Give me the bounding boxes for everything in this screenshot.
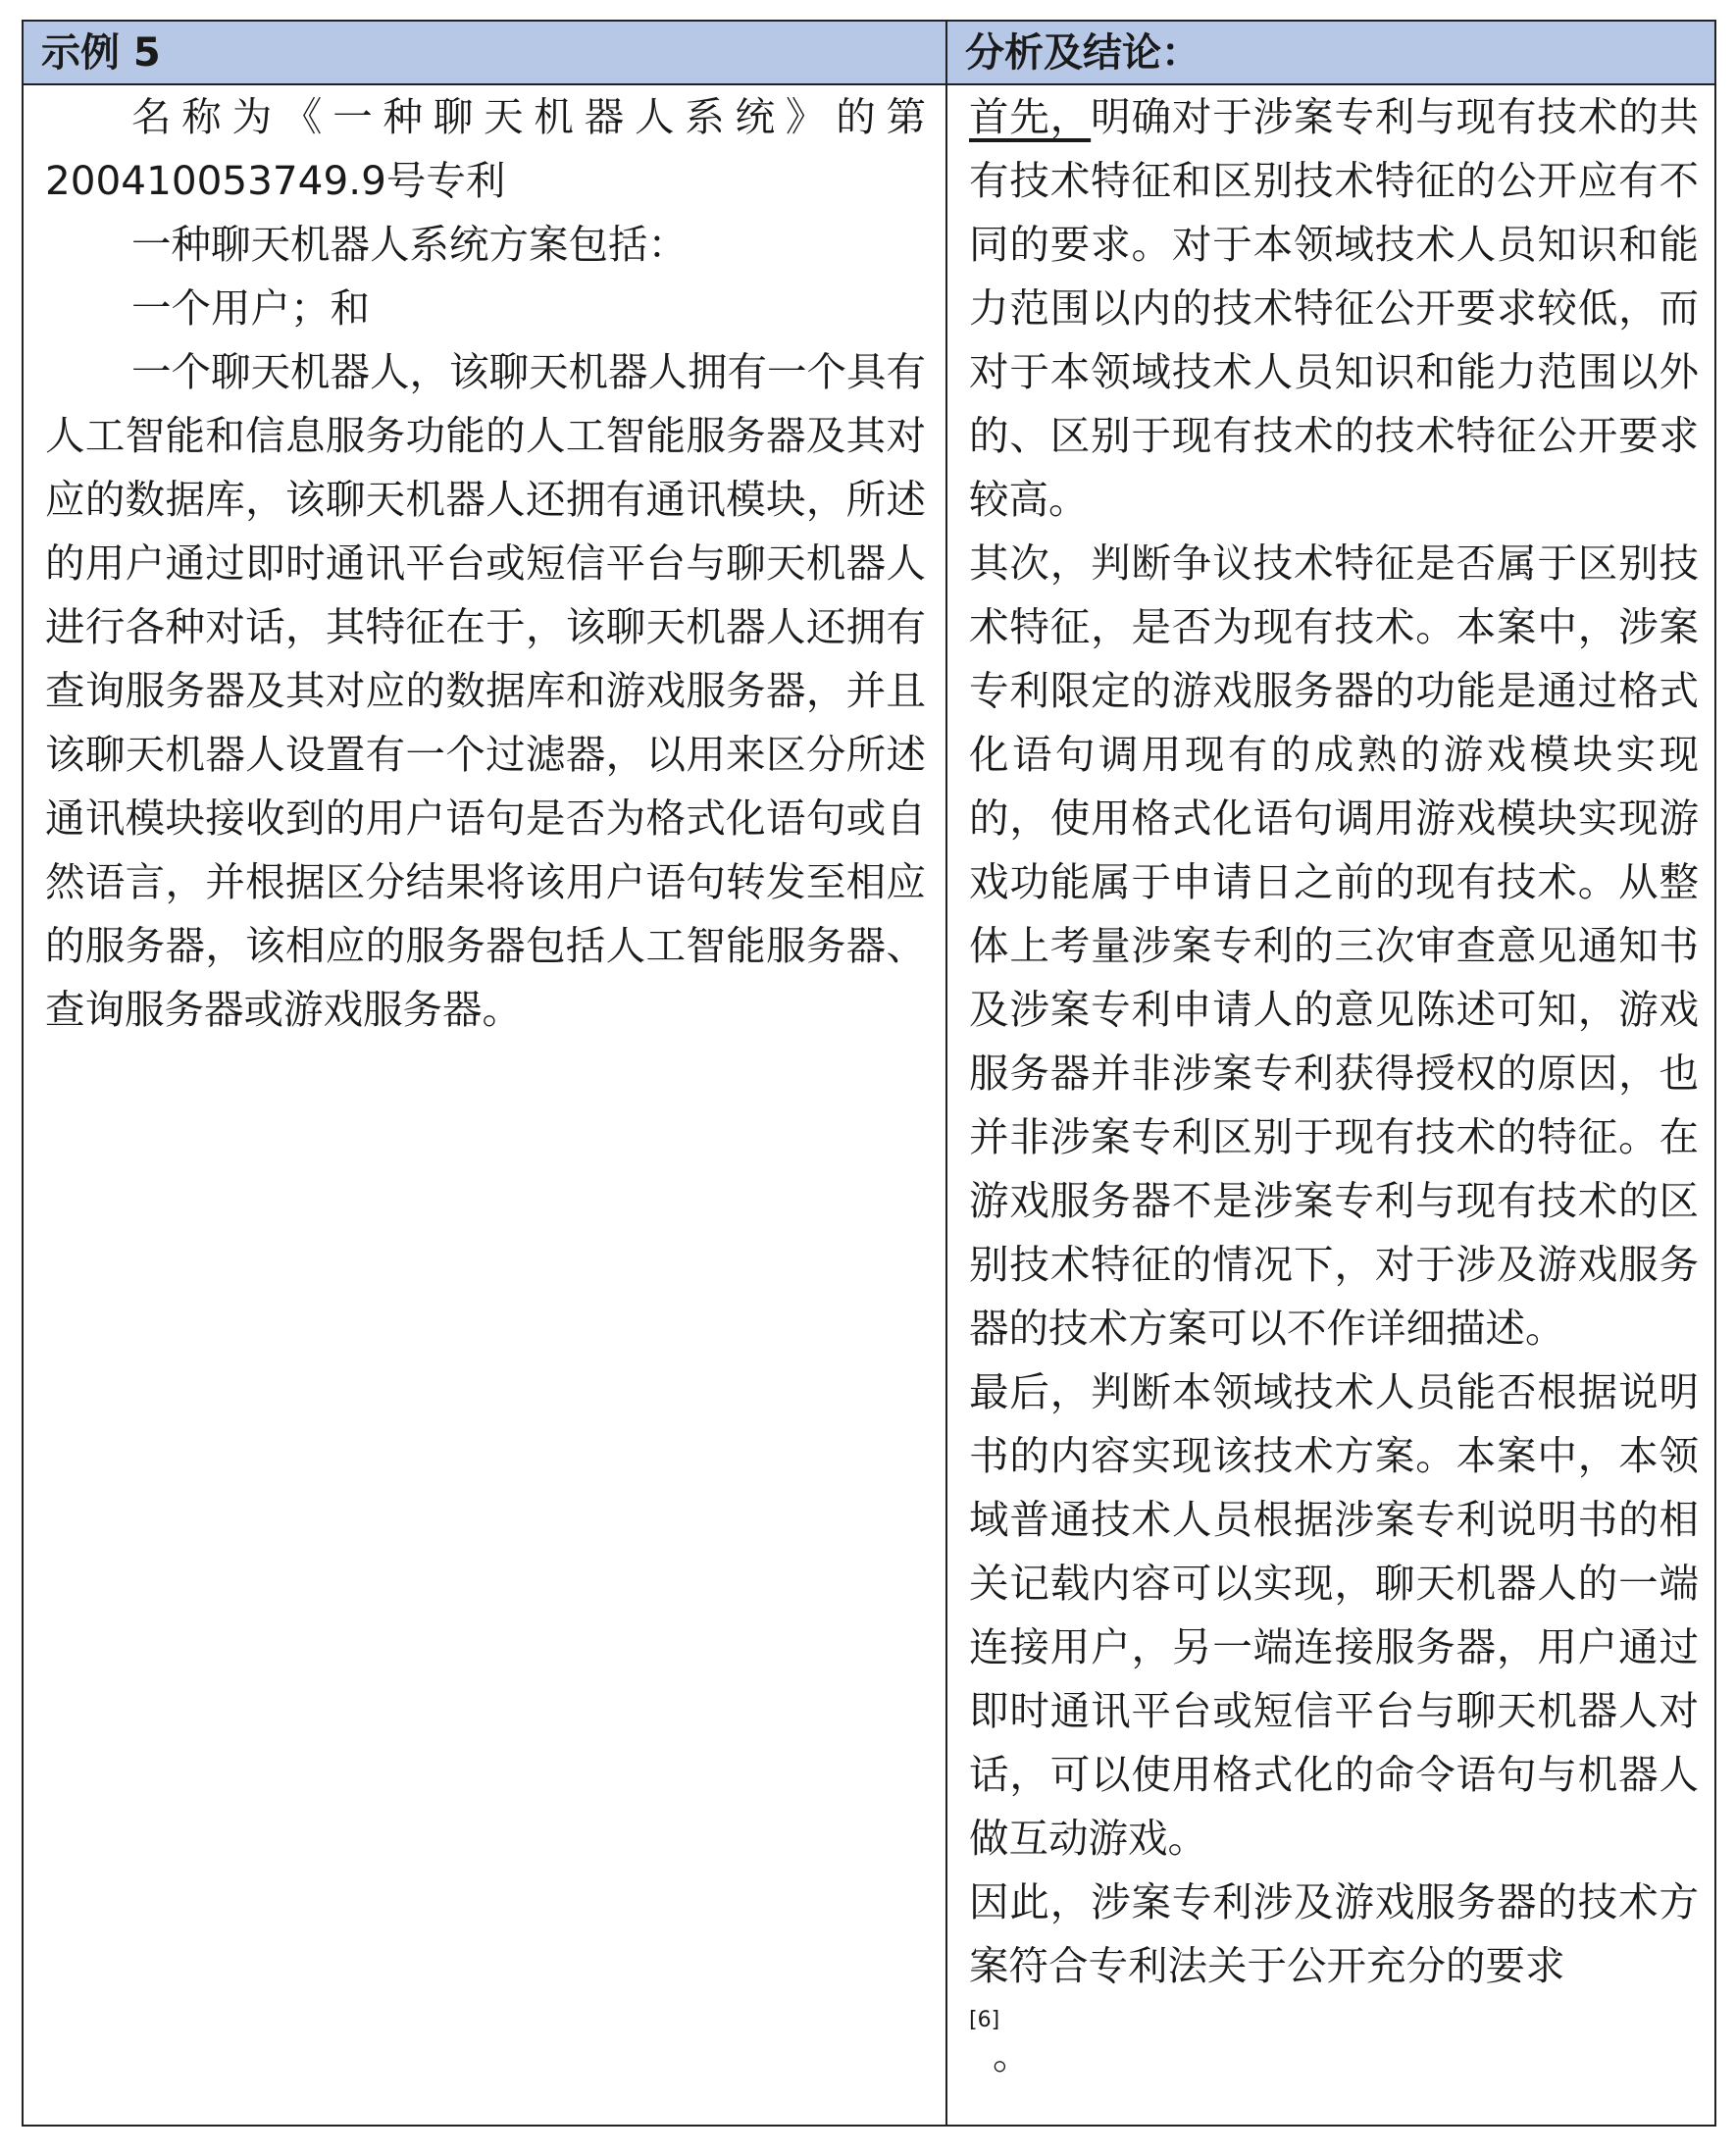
patent-number-line: 200410053749.9号专利 — [45, 157, 506, 204]
patent-description-cell — [24, 85, 947, 2125]
first-lead-underlined: 首先， — [969, 93, 1092, 140]
header-example-label: 示例 5 — [24, 22, 947, 85]
claim-preamble: 一种聊天机器人系统方案包括： — [131, 221, 688, 268]
analysis-paragraph-third: 最后，判断本领域技术人员能否根据说明书的内容实现该技术方案。本案中，本领域普通技术人员根据涉案专利说明书的相关记载内容可以实现，聊天机器人的一端连接用户，另一端连接服务器，用户通过即时通讯平台或短信平台与聊天机器人对话，可以使用格式化的命令语句与机器人做互动游戏。 — [969, 1368, 1699, 1862]
conclusion-text: 因此，涉案专利涉及游戏服务器的技术方案符合专利法关于公开充分的要求 — [969, 1878, 1699, 1989]
example-table — [22, 20, 1716, 2127]
claim-element-user: 一个用户；和 — [131, 284, 370, 332]
claim-element-chatbot: 一个聊天机器人，该聊天机器人拥有一个具有人工智能和信息服务功能的人工智能服务器及其对应的数据库，该聊天机器人还拥有通讯模块，所述的用户通过即时通讯平台或短信平台与聊天机器人进行各种对话，其特征在于，该聊天机器人还拥有查询服务器及其对应的数据库和游戏服务器，并且该聊天机器人设置有一个过滤器，以用来区分所述通讯模块接收到的用户语句是否为格式化语句或自然语言，并根据区分结果将该用户语句转发至相应的服务器，该相应的服务器包括人工智能服务器、查询服务器或游戏服务器。 — [45, 348, 926, 1033]
first-paragraph-body: 明确对于涉案专利与现有技术的共有技术特征和区别技术特征的公开应有不同的要求。对于本领域技术人员知识和能力范围以内的技术特征公开要求较低，而对于本领域技术人员知识和能力范围以外的、区别于现有技术的技术特征公开要求较高。 — [969, 93, 1700, 523]
analysis-paragraph-second: 其次，判断争议技术特征是否属于区别技术特征，是否为现有技术。本案中，涉案专利限定的游戏服务器的功能是通过格式化语句调用现有的成熟的游戏模块实现的，使用格式化语句调用游戏模块实现游戏功能属于申请日之前的现有技术。从整体上考量涉案专利的三次审查意见通知书及涉案专利申请人的意见陈述可知，游戏服务器并非涉案专利获得授权的原因，也并非涉案专利区别于现有技术的特征。在游戏服务器不是涉案专利与现有技术的区别技术特征的情况下，对于涉及游戏服务器的技术方案可以不作详细描述。 — [969, 539, 1699, 1352]
header-analysis-label: 分析及结论： — [947, 22, 1714, 85]
analysis-conclusion-cell — [947, 85, 1714, 2125]
patent-title-line: 名称为《一种聊天机器人系统》的第 — [131, 93, 926, 140]
analysis-paragraph-first — [969, 85, 1699, 532]
analysis-paragraph-conclusion — [969, 1871, 1699, 2078]
citation-reference: [6] — [969, 2008, 1000, 2032]
conclusion-period: 。 — [993, 2031, 1033, 2078]
